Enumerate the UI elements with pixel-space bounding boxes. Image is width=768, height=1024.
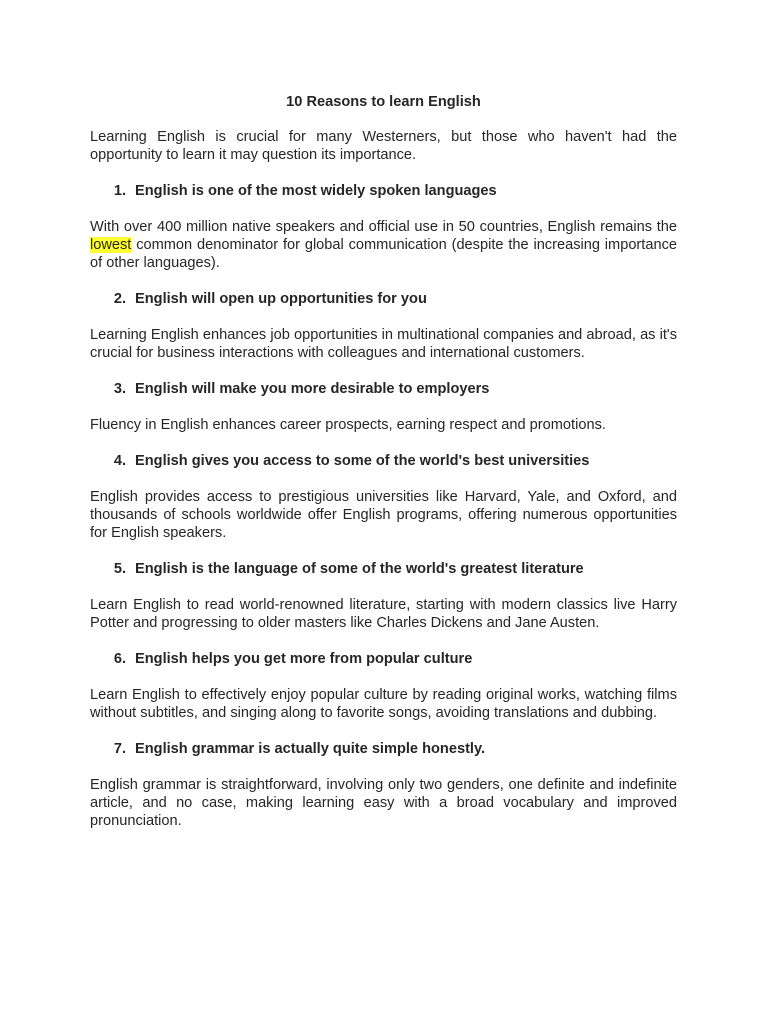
list-number: 6. bbox=[113, 651, 126, 667]
list-number: 7. bbox=[113, 741, 126, 757]
body-text: common denominator for global communication (despite the increasing importance of other languages). bbox=[90, 237, 677, 271]
section-heading-text: English is the language of some of the world's greatest literature bbox=[135, 561, 584, 577]
section-body-2: Learning English enhances job opportunities in multinational companies and abroad, as it's crucial for business interactions with colleagues and international customers. bbox=[90, 327, 677, 361]
section-heading-text: English is one of the most widely spoken languages bbox=[135, 183, 497, 199]
section-heading-6 bbox=[90, 650, 677, 668]
list-number: 1. bbox=[113, 183, 126, 199]
section-body-3: Fluency in English enhances career prospects, earning respect and promotions. bbox=[90, 417, 606, 433]
section-body-5: Learn English to read world-renowned literature, starting with modern classics live Harry Potter and progressing to older masters like Charles Dickens and Jane Austen. bbox=[90, 597, 677, 631]
section-heading-4 bbox=[90, 452, 677, 470]
section-body-6: Learn English to effectively enjoy popular culture by reading original works, watching films without subtitles, and singing along to favorite songs, avoiding translations and dubbing. bbox=[90, 687, 677, 721]
section-body-4: English provides access to prestigious universities like Harvard, Yale, and Oxford, and thousands of schools worldwide offer English programs, offering numerous opportunities for English speakers. bbox=[90, 489, 677, 541]
section-heading-text: English helps you get more from popular culture bbox=[135, 651, 473, 667]
section-heading-7 bbox=[90, 740, 677, 758]
section-heading-text: English grammar is actually quite simple honestly. bbox=[135, 741, 486, 757]
section-heading-text: English will make you more desirable to employers bbox=[135, 381, 490, 397]
list-number: 5. bbox=[113, 561, 126, 577]
section-heading-text: English will open up opportunities for you bbox=[135, 291, 427, 307]
document-title: 10 Reasons to learn English bbox=[286, 94, 481, 110]
list-number: 4. bbox=[113, 453, 126, 469]
list-number: 3. bbox=[113, 381, 126, 397]
list-number: 2. bbox=[113, 291, 126, 307]
section-body-1 bbox=[90, 218, 677, 272]
section-heading-5 bbox=[90, 560, 677, 578]
document-page bbox=[90, 93, 677, 848]
section-heading-3 bbox=[90, 380, 677, 398]
section-heading-text: English gives you access to some of the world's best universities bbox=[135, 453, 590, 469]
section-body-7: English grammar is straightforward, involving only two genders, one definite and indefinite article, and no case, making learning easy with a broad vocabulary and improved pronunciation. bbox=[90, 777, 677, 829]
highlighted-word: lowest bbox=[90, 237, 132, 253]
section-heading-2 bbox=[90, 290, 677, 308]
body-text: With over 400 million native speakers and official use in 50 countries, English remains the bbox=[90, 219, 677, 235]
intro-paragraph: Learning English is crucial for many Westerners, but those who haven't had the opportunity to learn it may question its importance. bbox=[90, 129, 677, 163]
section-heading-1 bbox=[90, 182, 677, 200]
